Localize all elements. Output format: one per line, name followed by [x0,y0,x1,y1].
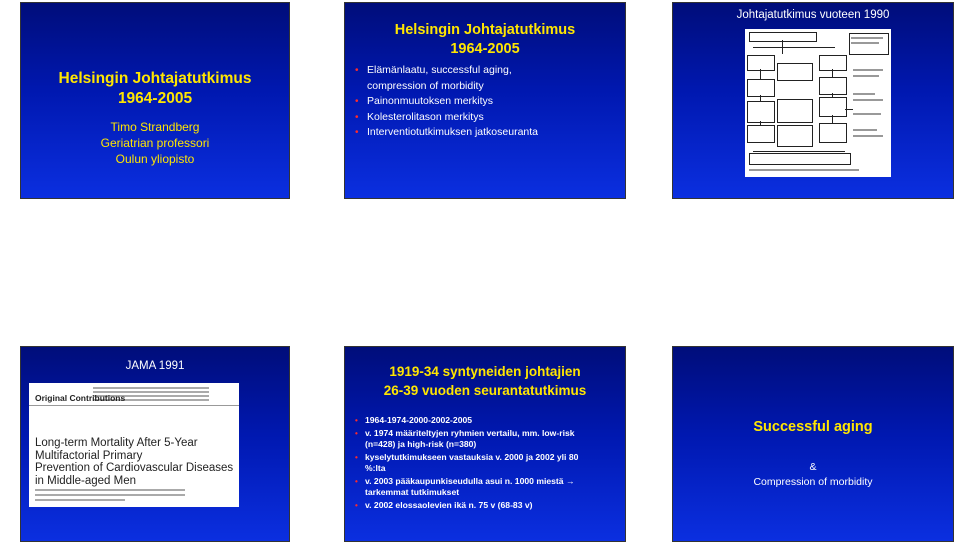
slide-2-heading [345,21,625,59]
slide-2-overview [344,2,626,199]
list-item: • Elämänlaatu, successful aging, [355,63,615,79]
slide-5-title-line-1: 1919-34 syntyneiden johtajien [389,364,581,379]
list-item: • 1964-1974-2000-2002-2005 [355,415,473,425]
slide-6-successful-aging [672,346,954,542]
slide-1-title [20,2,290,199]
slide-5-title-line-2: 26-39 vuoden seurantatutkimus [383,383,587,398]
slide-1-title-line-1: Helsingin Johtajatutkimus [58,70,252,87]
slide-1-title-line-2: 1964-2005 [117,90,193,107]
slide-5-heading [345,362,625,400]
jama-article-image [29,383,239,507]
bullet-icon: • [355,96,359,107]
slide-3-heading: Johtajatutkimus vuoteen 1990 [736,9,890,21]
list-item: • v. 2003 pääkaupunkiseudulla asui n. 1000 miestä → tarkemmat tutkimukset [355,475,575,497]
list-item: compression of morbidity [367,79,484,92]
slide-1-heading [21,69,289,109]
article-authors [35,489,185,504]
author-role: Geriatrian professori [100,136,210,150]
bullet-icon: • [355,127,359,138]
slide-3-flowchart [672,2,954,199]
ampersand: & [809,461,817,473]
list-item: • v. 1974 määriteltyjen ryhmien vertailu, mm. low-risk (n=428) ja high-risk (n=380) [355,427,575,449]
author-affiliation: Oulun yliopisto [115,152,195,166]
slide-5-followup [344,346,626,542]
list-item: • kyselytutkimukseen vastauksia v. 2000 ja 2002 yli 80 %:lta [355,451,579,473]
list-item: • Kolesterolitason merkitys [355,110,615,126]
author-name: Timo Strandberg [110,120,200,134]
bullet-icon: • [355,452,358,462]
slide-2-bullet-list [355,63,615,141]
section-label: Original Contributions [35,393,126,403]
slide-4-jama [20,346,290,542]
slide-2-title-line-2: 1964-2005 [450,41,520,57]
list-item: • Interventiotutkimuksen jatkoseuranta [355,125,615,141]
slide-2-title-line-1: Helsingin Johtajatutkimus [394,22,576,38]
slide-5-bullet-list [355,415,595,512]
bullet-icon: • [355,500,358,510]
slide-4-heading: JAMA 1991 [125,360,185,372]
list-item: • v. 2002 elossaolevien ikä n. 75 v (68-83 v) [355,499,533,510]
slide-6-subtitle: Compression of morbidity [753,476,873,488]
bullet-icon: • [355,65,359,76]
slide-6-heading: Successful aging [753,419,873,435]
flowchart-image [745,29,891,177]
bullet-icon: • [355,111,359,123]
article-title: Long-term Mortality After 5-Year Multifactorial Primary Prevention of Cardiovascular Diseases in Middle-aged Men [35,437,234,487]
bullet-icon: • [355,476,358,486]
bullet-icon: • [355,416,358,425]
list-item: • Painonmuutoksen merkitys [355,94,615,110]
bullet-icon: • [355,428,358,438]
slide-1-subtitle [21,119,289,167]
